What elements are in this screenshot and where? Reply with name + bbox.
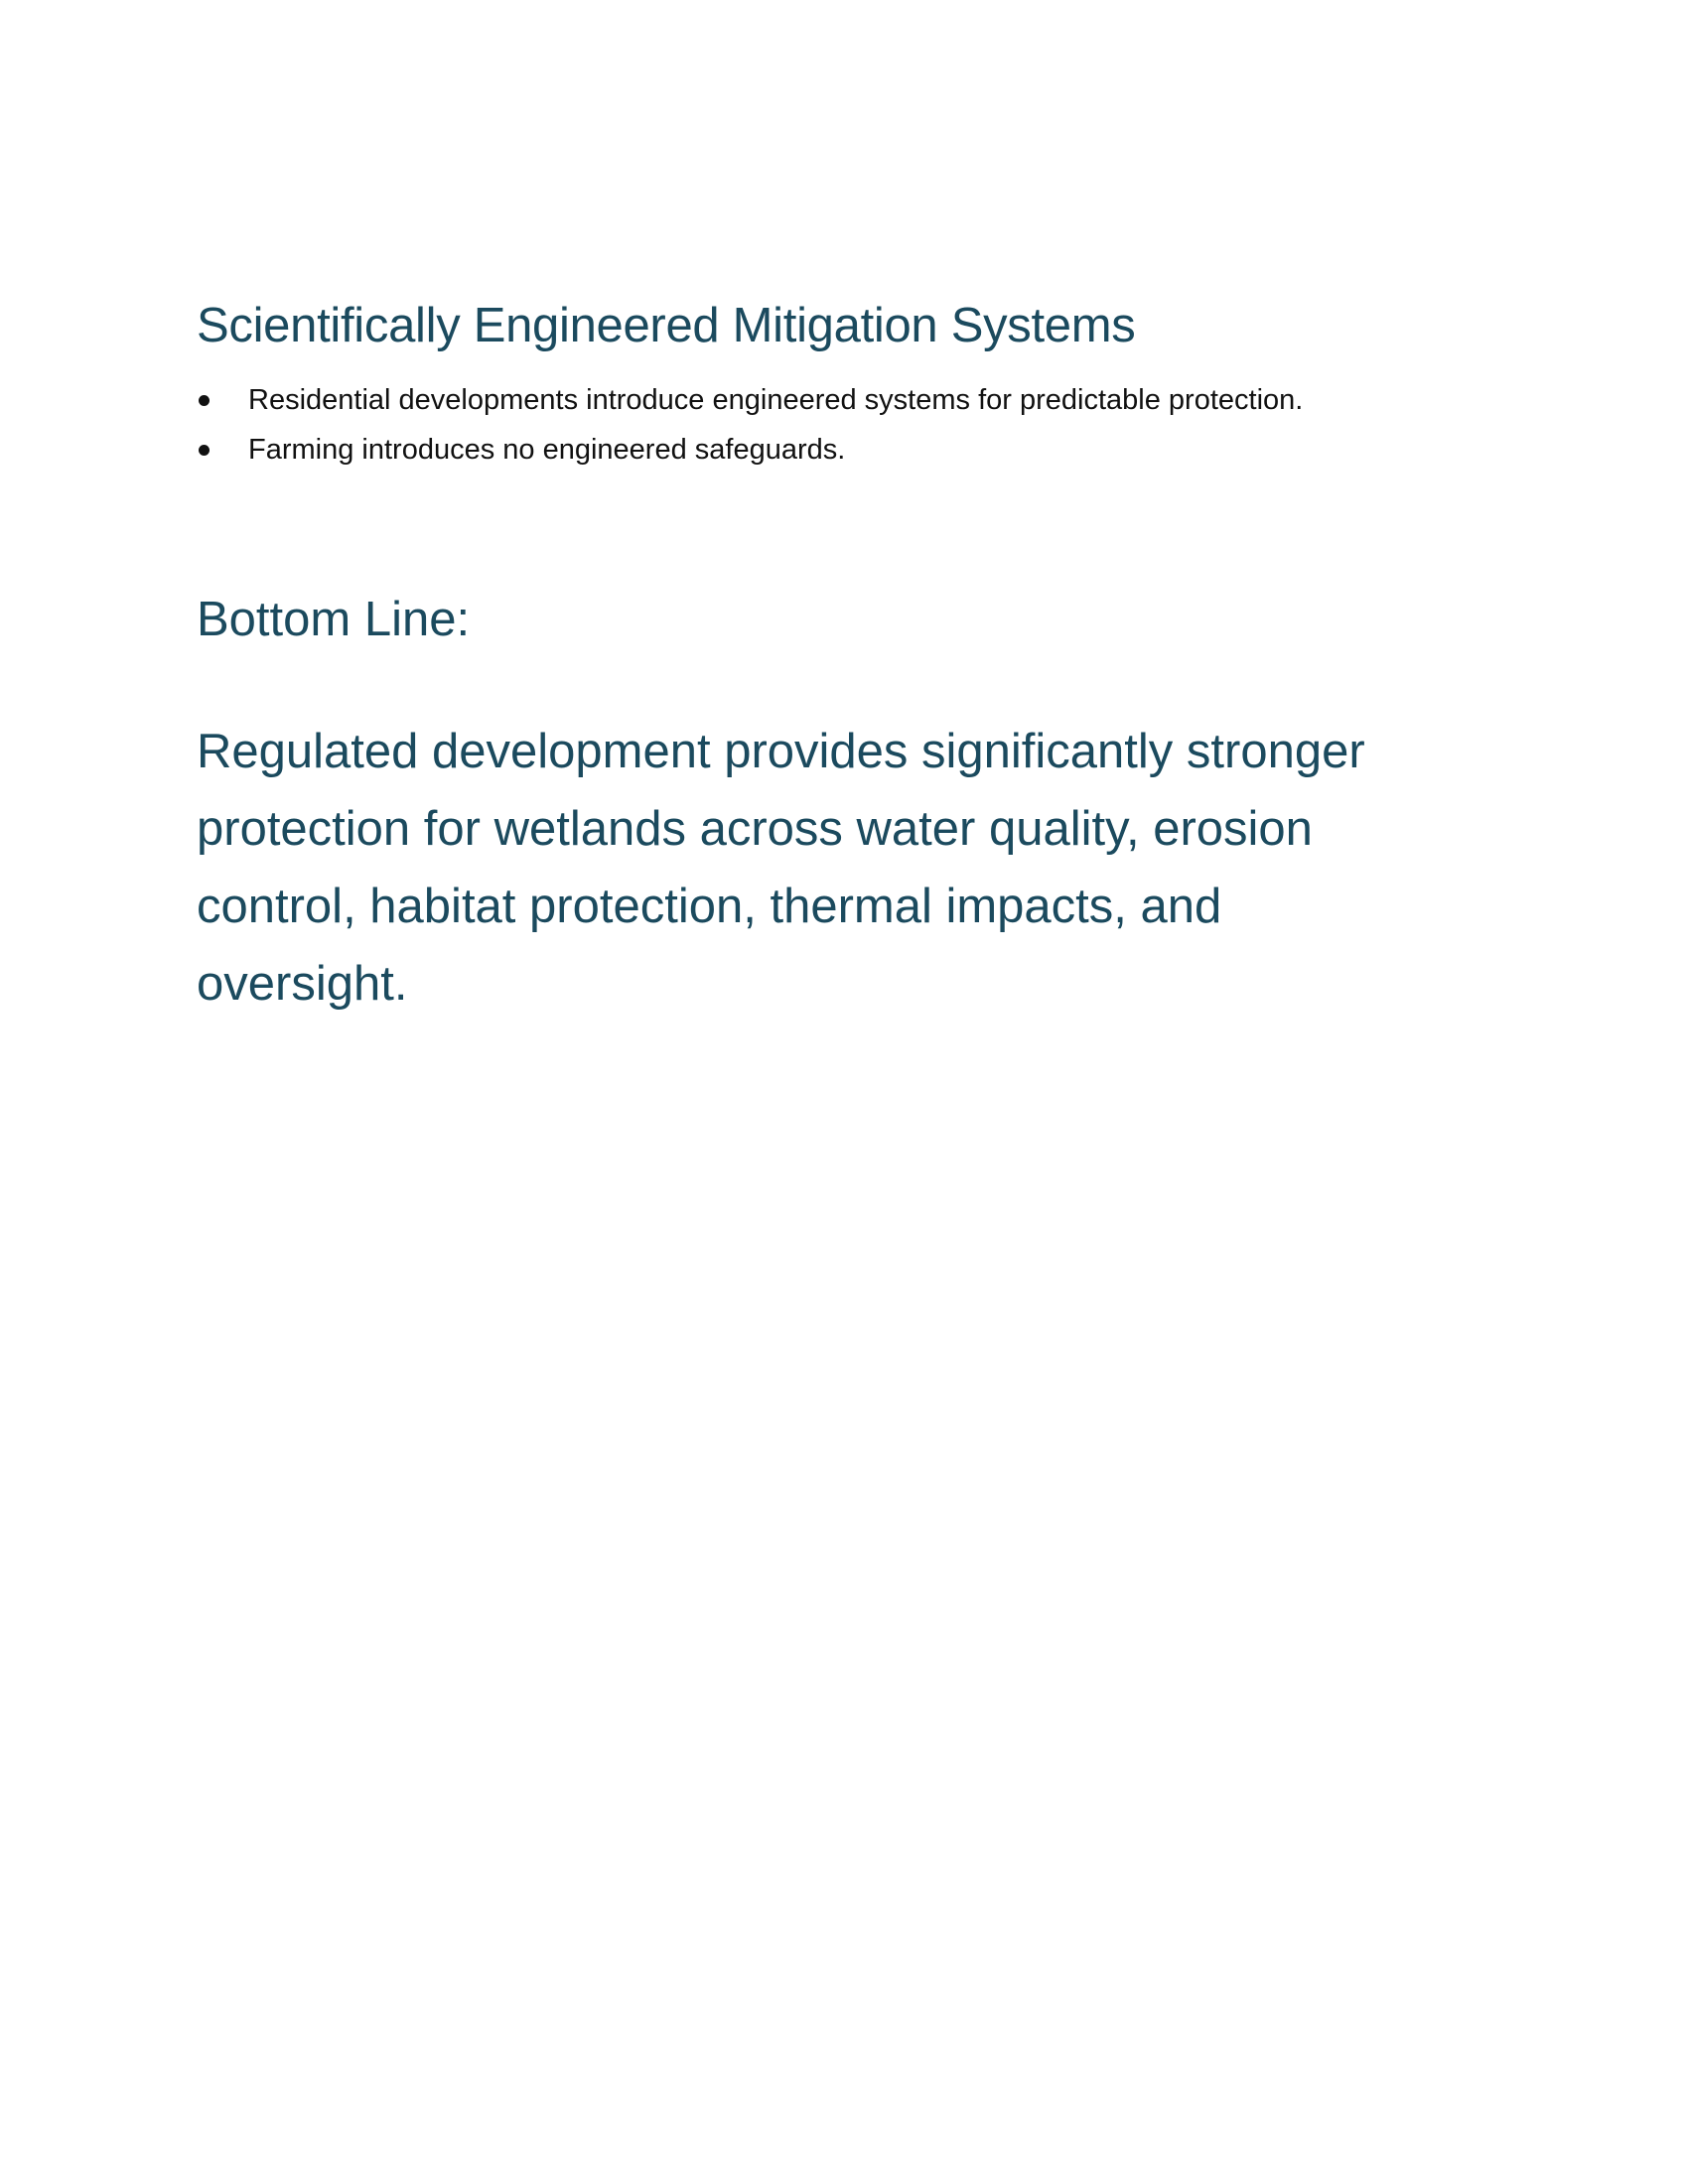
list-item bbox=[197, 375, 1507, 425]
bullet-icon bbox=[199, 395, 210, 406]
bullet-icon bbox=[199, 445, 210, 456]
section-heading: Scientifically Engineered Mitigation Systems bbox=[197, 299, 1136, 352]
bullet-list bbox=[197, 375, 1507, 475]
bottom-line-heading: Bottom Line: bbox=[197, 593, 471, 646]
list-item bbox=[197, 425, 1507, 475]
list-item-text: Residential developments introduce engineered systems for predictable protection. bbox=[248, 384, 1304, 416]
conclusion-paragraph: Regulated development provides significantly stronger protection for wetlands across water quality, erosion control, habitat protection, thermal impacts, and oversight. bbox=[197, 725, 1365, 1011]
page-content bbox=[197, 294, 1507, 1023]
list-item-text: Farming introduces no engineered safeguards. bbox=[248, 434, 846, 466]
